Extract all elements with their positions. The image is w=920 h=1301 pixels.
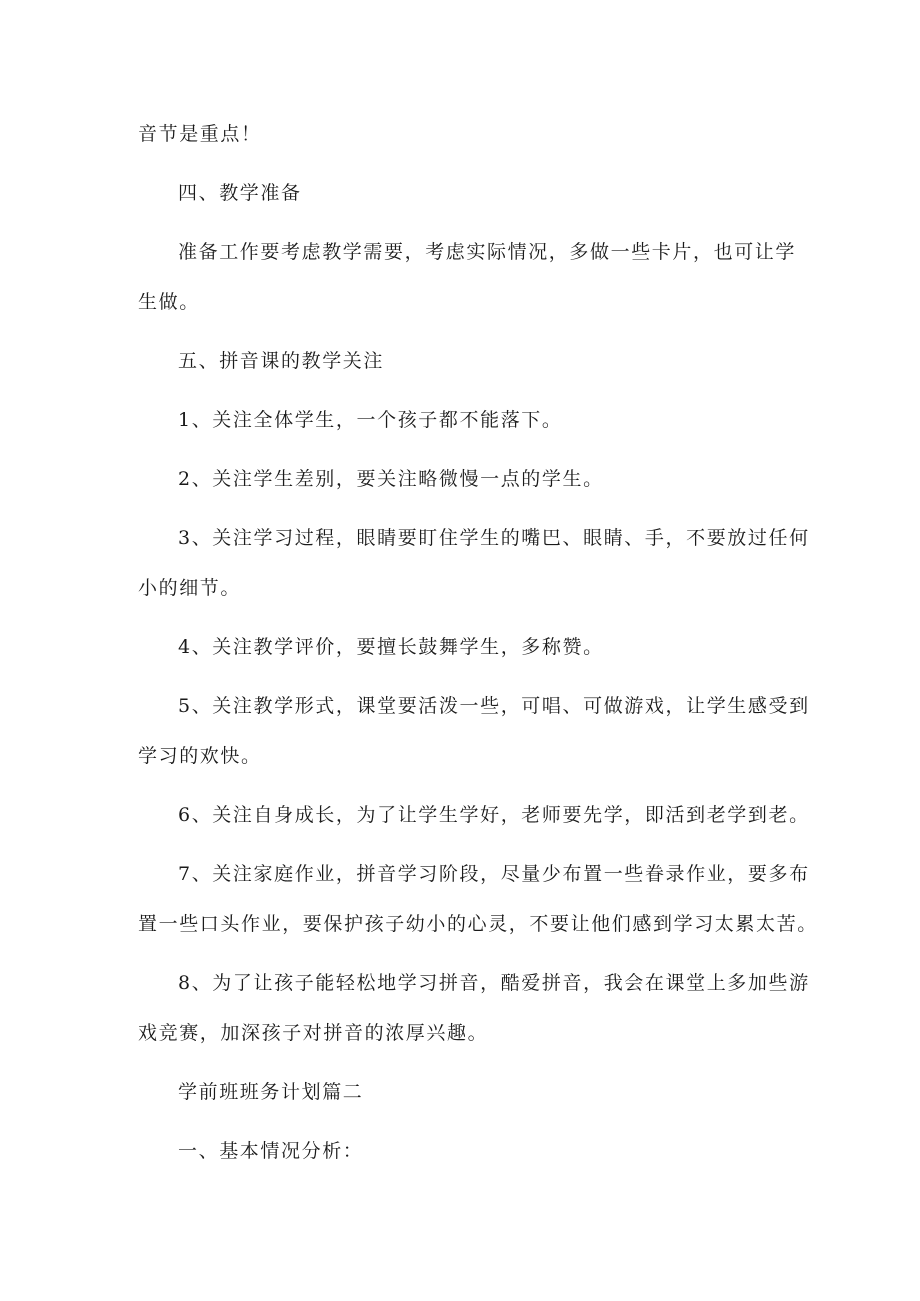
text-line: 准备工作要考虑教学需要，考虑实际情况，多做一些卡片，也可让学 [178, 241, 797, 263]
text-line: 生做。 [138, 291, 200, 313]
list-item: 4、关注教学评价，要擅长鼓舞学生，多称赞。 [178, 636, 604, 658]
text-line: 音节是重点！ [138, 123, 262, 145]
list-item: 1、关注全体学生，一个孩子都不能落下。 [178, 409, 563, 431]
section-heading-focus: 五、拼音课的教学关注 [178, 350, 385, 372]
list-item: 2、关注学生差别，要关注略微慢一点的学生。 [178, 468, 604, 490]
list-item: 5、关注教学形式，课堂要活泼一些，可唱、可做游戏，让学生感受到 [178, 695, 810, 717]
text-line: 学习的欢快。 [138, 745, 262, 767]
list-item: 3、关注学习过程，眼睛要盯住学生的嘴巴、眼睛、手，不要放过任何 [178, 527, 810, 549]
list-item: 6、关注自身成长，为了让学生学好，老师要先学，即活到老学到老。 [178, 804, 810, 826]
text-line: 小的细节。 [138, 577, 242, 599]
text-line: 置一些口头作业，要保护孩子幼小的心灵，不要让他们感到学习太累太苦。 [138, 913, 818, 935]
section-heading-preparation: 四、教学准备 [178, 182, 302, 204]
list-item: 7、关注家庭作业，拼音学习阶段，尽量少布置一些眷录作业，要多布 [178, 863, 810, 885]
text-line: 戏竞赛，加深孩子对拼音的浓厚兴趣。 [138, 1022, 489, 1044]
document-subtitle: 学前班班务计划篇二 [178, 1081, 364, 1103]
section-heading-basic-analysis: 一、基本情况分析： [178, 1140, 364, 1162]
list-item: 8、为了让孩子能轻松地学习拼音，酷爱拼音，我会在课堂上多加些游 [178, 972, 810, 994]
